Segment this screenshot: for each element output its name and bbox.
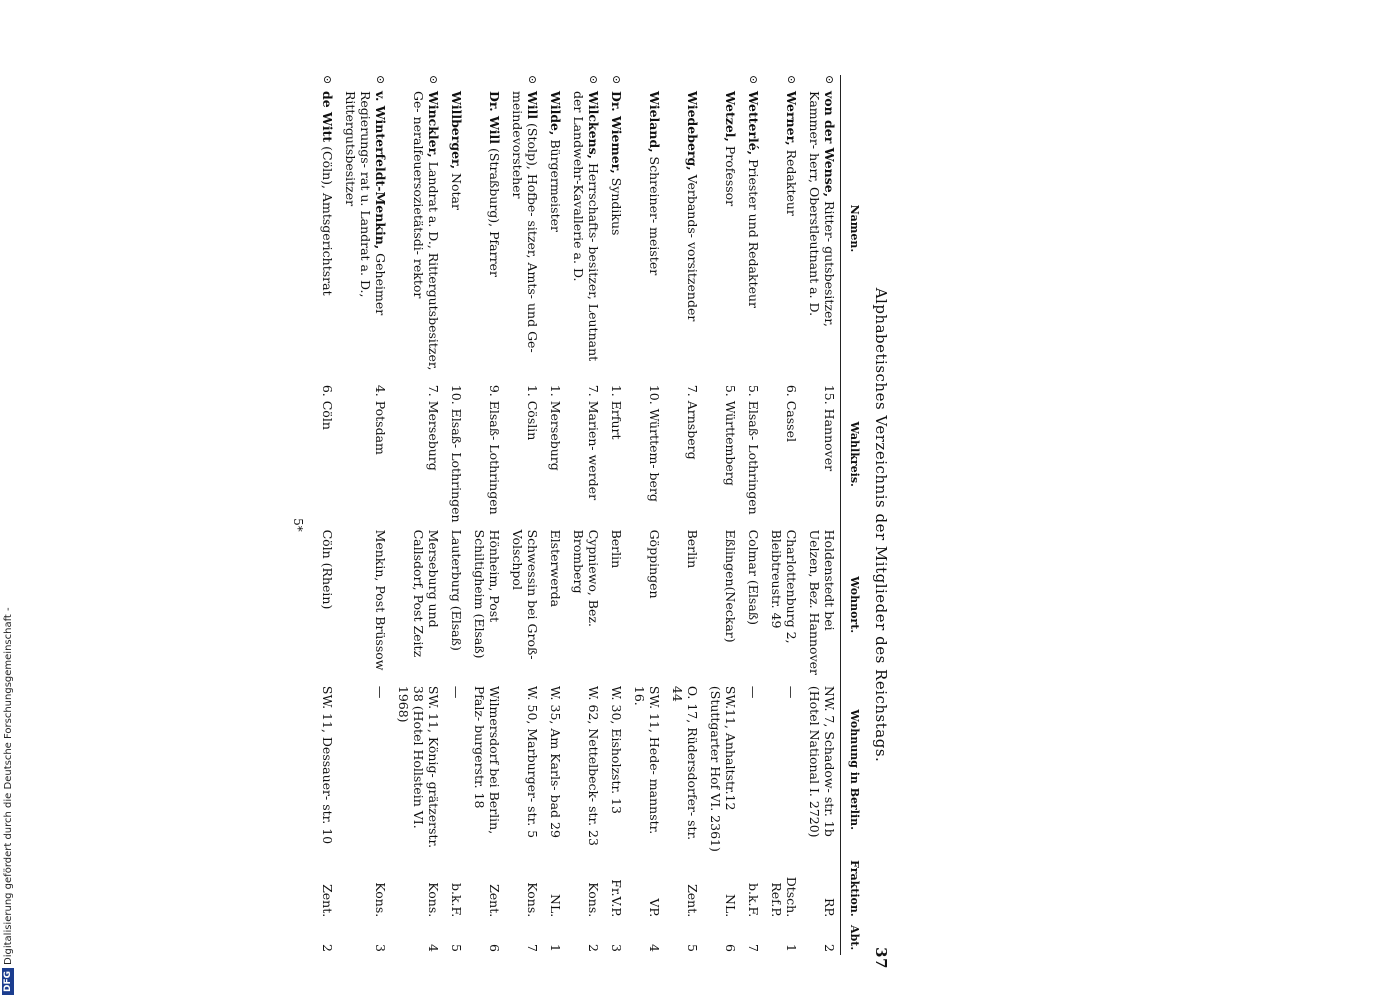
- faction-cell: RP.: [822, 897, 837, 918]
- table-header-row: [841, 75, 865, 955]
- member-name: de Witt: [320, 91, 335, 143]
- district-cell: 6. Cöln: [320, 384, 335, 430]
- member-name-cell: [703, 75, 741, 382]
- faction-cell: NL.: [548, 894, 563, 918]
- district-cell: 9. Elsaß- Lothringen: [487, 384, 502, 515]
- residence-cell: Holdenstedt bei Uelzen, Bez. Hannover: [807, 529, 837, 676]
- division-cell: 5: [449, 944, 464, 952]
- residence-cell: Hönheim, Post Schiltigheim (Elsaß): [472, 529, 502, 659]
- berlin-address-cell: SW. 11, Dessauer- str. 10: [320, 685, 335, 845]
- berlin-address-cell: SW. 11, König- grätzerstr. 38 (Hotel Hollstein VI. 1968): [396, 685, 441, 849]
- member-occupation: Schreiner- meister: [647, 152, 662, 276]
- member-name: Wetterlé,: [746, 91, 761, 156]
- member-name-cell: [444, 75, 467, 382]
- berlin-address-cell: SW.11, Anhaltstr.12 (Stuttgarter Hof VI. 2361): [708, 685, 738, 852]
- digitization-credit: [0, 605, 16, 995]
- faction-cell: NL.: [723, 894, 738, 918]
- berlin-address-cell: NW. 7, Schadow- str. 1b (Hotel National I. 2720): [807, 685, 837, 838]
- residence-cell: Schwessin bei Groß-Volschpol: [510, 529, 540, 660]
- member-name-cell: [467, 75, 505, 382]
- berlin-address-cell: Wilmersdorf bei Berlin, Pfalz- burgerstr. 18: [472, 685, 502, 835]
- division-cell: 4: [647, 944, 662, 952]
- berlin-address-cell: —: [746, 685, 761, 699]
- reelection-marker: ⊙: [785, 75, 798, 85]
- member-name: Winckler,: [426, 91, 441, 158]
- member-name-cell: [741, 75, 764, 382]
- table-row: [627, 75, 665, 955]
- table-row: [802, 75, 841, 955]
- district-cell: 6. Cassel: [784, 384, 799, 442]
- district-cell: 5. Württemberg: [723, 384, 738, 486]
- member-name: Wiedeberg,: [685, 91, 700, 171]
- reelection-marker: ⊙: [374, 75, 387, 85]
- document-page: [260, 75, 890, 975]
- district-cell: 15. Hannover: [822, 384, 837, 472]
- member-name-cell: [338, 75, 391, 382]
- reelection-marker: ⊙: [321, 75, 334, 85]
- member-name-cell: [665, 75, 703, 382]
- district-cell: 1. Cöslin: [525, 384, 540, 441]
- table-row: [604, 75, 627, 955]
- table-row: [315, 75, 338, 955]
- residence-cell: Merseburg und Callsdorf, Post Zeitz: [411, 529, 441, 658]
- berlin-address-cell: W. 30, Eisholzstr. 13: [609, 685, 624, 814]
- faction-cell: Kons.: [525, 882, 540, 918]
- table-row: [764, 75, 802, 955]
- member-occupation: (Cöln), Amtsgerichtsrat: [320, 142, 335, 296]
- member-name: von der Wense,: [822, 91, 837, 198]
- member-occupation: Redakteur: [784, 145, 799, 216]
- table-row: [741, 75, 764, 955]
- member-name-cell: [604, 75, 627, 382]
- member-occupation: (Straßburg), Pfarrer: [487, 144, 502, 277]
- member-occupation: Geheimer Regierungs- rat u. Landrat a. D., Rittergutsbesitzer: [343, 91, 388, 316]
- residence-cell: Göppingen: [647, 529, 662, 599]
- division-cell: 5: [685, 944, 700, 952]
- credit-text: Digitalisierung gefördert durch die Deutsche Forschungsgemeinschaft -: [2, 607, 14, 965]
- berlin-address-cell: SW. 11, Hede- mannstr. 16.: [632, 685, 662, 835]
- berlin-address-cell: W. 50, Marburger- str. 5: [525, 685, 540, 839]
- district-cell: 10. Elsaß- Lothringen: [449, 384, 464, 523]
- residence-cell: Colmar (Elsaß): [746, 529, 761, 625]
- table-row: [391, 75, 444, 955]
- member-name-cell: [543, 75, 566, 382]
- residence-cell: Cöln (Rhein): [320, 529, 335, 610]
- division-cell: 2: [586, 944, 601, 952]
- residence-cell: Lauterburg (Elsaß): [449, 529, 464, 651]
- district-cell: 7. Merseburg: [426, 384, 441, 471]
- faction-cell: Zent.: [320, 884, 335, 918]
- member-table-body: [315, 75, 841, 955]
- berlin-address-cell: W. 62, Nettelbeck- str. 23: [586, 685, 601, 846]
- member-name-cell: [627, 75, 665, 382]
- reelection-marker: ⊙: [747, 75, 760, 85]
- district-cell: 1. Merseburg: [548, 384, 563, 471]
- member-occupation: Herrschafts- besitzer, Leutnant der Landwehr-Kavallerie a. D.: [571, 91, 601, 362]
- member-occupation: Bürgermeister: [548, 135, 563, 232]
- faction-cell: Dtsch. Ref.P.: [769, 876, 799, 918]
- table-row: [665, 75, 703, 955]
- member-name-cell: [764, 75, 802, 382]
- member-occupation: Priester und Redakteur: [746, 155, 761, 309]
- reelection-marker: ⊙: [610, 75, 623, 85]
- member-name: Dr. Will: [487, 91, 502, 145]
- column-header-faction: Fraktion.: [841, 857, 865, 921]
- faction-cell: b.k.F.: [449, 882, 464, 918]
- column-header-district: Wahlkreis.: [841, 382, 865, 527]
- faction-cell: Kons.: [373, 882, 388, 918]
- berlin-address-cell: —: [373, 685, 388, 699]
- division-cell: 6: [723, 944, 738, 952]
- table-row: [703, 75, 741, 955]
- division-cell: 4: [426, 944, 441, 952]
- division-cell: 7: [525, 944, 540, 952]
- member-occupation: Professor: [723, 141, 738, 207]
- column-header-residence: Wohnort.: [841, 527, 865, 683]
- residence-cell: Berlin: [685, 529, 700, 569]
- column-header-name: Namen.: [841, 75, 865, 382]
- division-cell: 2: [320, 944, 335, 952]
- page-number: 37: [872, 947, 890, 969]
- table-row: [543, 75, 566, 955]
- member-name: v. Winterfeldt-Menkin,: [373, 91, 388, 250]
- division-cell: 1: [548, 944, 563, 952]
- berlin-address-cell: —: [784, 685, 799, 699]
- member-name: Wieland,: [647, 91, 662, 153]
- page-title: Alphabetisches Verzeichnis der Mitglieder des Reichstags.: [872, 287, 890, 763]
- district-cell: 10. Württem- berg: [647, 384, 662, 502]
- table-row: [338, 75, 391, 955]
- member-occupation: Landrat a. D., Rittergutsbesitzer, Ge- neralfeuersozietätsdi- rektor: [411, 91, 441, 371]
- member-name: Dr. Wiemer,: [609, 91, 624, 174]
- member-name: Wilckens,: [586, 91, 601, 160]
- residence-cell: Menkin, Post Brüssow: [373, 529, 388, 671]
- member-occupation: (Stolp), Hofbe- sitzer, Amts- und Ge- meindevorsteher: [510, 91, 540, 353]
- member-name-cell: [802, 75, 841, 382]
- page-footer-mark: 5*: [291, 518, 305, 532]
- faction-cell: Zent.: [685, 884, 700, 918]
- reelection-marker: ⊙: [587, 75, 600, 85]
- residence-cell: Eßlingen(Neckar): [723, 529, 738, 643]
- division-cell: 7: [746, 944, 761, 952]
- member-name-cell: [566, 75, 604, 382]
- division-cell: 3: [609, 944, 624, 952]
- district-cell: 4. Potsdam: [373, 384, 388, 455]
- reelection-marker: ⊙: [823, 75, 836, 85]
- table-row: [467, 75, 505, 955]
- faction-cell: Zent.: [487, 884, 502, 918]
- member-name-cell: [391, 75, 444, 382]
- dfg-logo: DFG: [2, 968, 14, 995]
- member-occupation: Notar: [449, 169, 464, 210]
- member-name: Werner,: [784, 91, 799, 146]
- faction-cell: VP.: [647, 898, 662, 918]
- table-row: [566, 75, 604, 955]
- berlin-address-cell: W. 35, Am Karls- bad 29: [548, 685, 563, 838]
- table-row: [444, 75, 467, 955]
- division-cell: 3: [373, 944, 388, 952]
- faction-cell: Fr.V.P.: [609, 879, 624, 918]
- district-cell: 7. Marien- werder: [586, 384, 601, 501]
- residence-cell: Charlottenburg 2, Bleibtreustr. 49: [769, 529, 799, 644]
- page-header: [864, 75, 890, 975]
- residence-cell: Cypniewo, Bez. Bromberg: [571, 529, 601, 627]
- reelection-marker: ⊙: [427, 75, 440, 85]
- district-cell: 5. Elsaß- Lothringen: [746, 384, 761, 515]
- division-cell: 6: [487, 944, 502, 952]
- member-name: Willberger,: [449, 91, 464, 170]
- residence-cell: Berlin: [609, 529, 624, 569]
- berlin-address-cell: O. 17, Rüdersdorfer- str. 44: [670, 685, 700, 841]
- district-cell: 7. Arnsberg: [685, 384, 700, 460]
- faction-cell: b.k.F.: [746, 882, 761, 918]
- digitization-credit-line: [0, 605, 16, 995]
- column-header-division: Abt.: [841, 920, 865, 955]
- berlin-address-cell: —: [449, 685, 464, 699]
- residence-cell: Elsterwerda: [548, 529, 563, 608]
- division-cell: 2: [822, 944, 837, 952]
- division-cell: 1: [784, 944, 799, 952]
- table-row: [505, 75, 543, 955]
- faction-cell: Kons.: [426, 882, 441, 918]
- member-name: Wetzel,: [723, 91, 738, 142]
- member-name-cell: [505, 75, 543, 382]
- member-name: Will: [525, 91, 540, 120]
- faction-cell: Kons.: [586, 882, 601, 918]
- district-cell: 1. Erfurt: [609, 384, 624, 440]
- reelection-marker: ⊙: [526, 75, 539, 85]
- page-rotated-content: [260, 75, 890, 975]
- member-table: [315, 75, 864, 955]
- column-header-berlin-address: Wohnung in Berlin.: [841, 683, 865, 857]
- member-occupation: Syndikus: [609, 173, 624, 236]
- member-name: Wilde,: [548, 91, 563, 136]
- member-occupation: Ritter- gutsbesitzer, Kammer- herr, Oberstleutnant a. D.: [807, 91, 837, 327]
- member-name-cell: [315, 75, 338, 382]
- member-occupation: Verbands- vorsitzender: [685, 170, 700, 322]
